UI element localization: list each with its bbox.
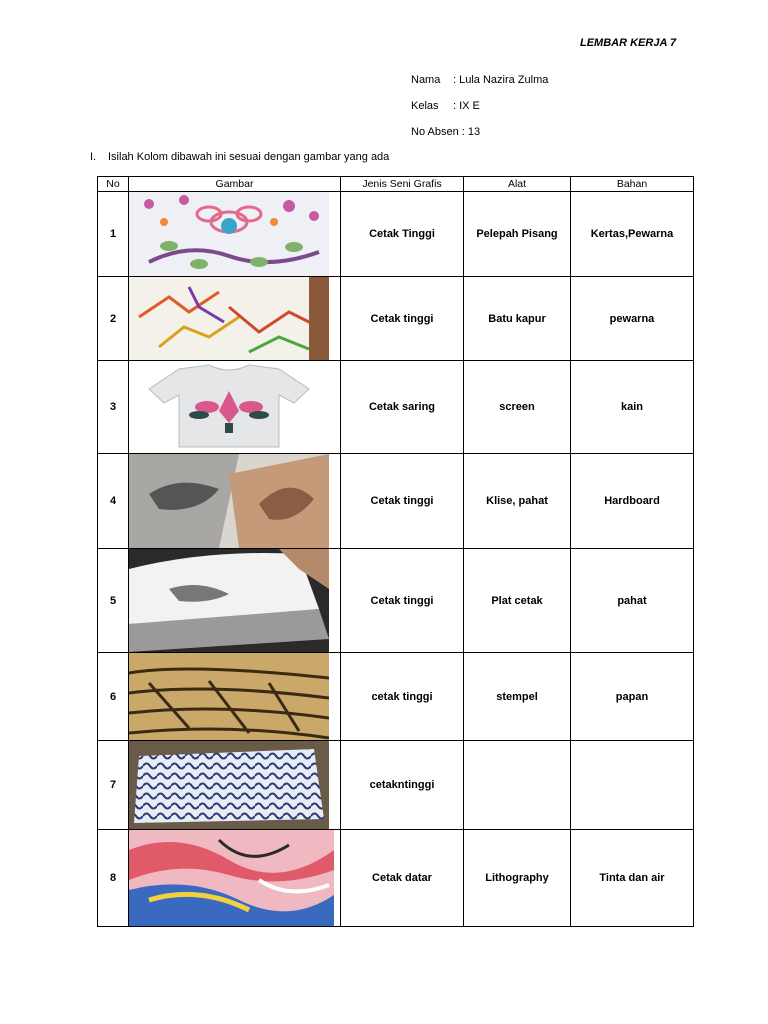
header-bahan: Bahan [571,177,694,192]
row-no: 6 [98,653,129,741]
row-image [129,454,341,549]
absen-label: No Absen [411,126,459,138]
marbling-art-image [129,830,334,926]
row-no: 5 [98,549,129,653]
row-alat: stempel [464,653,571,741]
worksheet-table [97,176,694,927]
floral-print-image [129,192,329,276]
instruction-number: I. [90,151,97,163]
worksheet-title: LEMBAR KERJA 7 [580,37,677,49]
student-absen-line [411,126,480,138]
row-bahan: pewarna [571,277,694,361]
table-row [98,454,694,549]
instruction-text: Isilah Kolom dibawah ini sesuai dengan gambar yang ada [108,151,390,163]
row-bahan: kain [571,361,694,454]
table-row [98,361,694,454]
row-jenis: cetak tinggi [341,653,464,741]
row-alat [464,741,571,830]
row-no: 4 [98,454,129,549]
name-value: : Lula Nazira Zulma [453,74,549,86]
row-jenis: Cetak tinggi [341,454,464,549]
row-image [129,192,341,277]
row-no: 2 [98,277,129,361]
student-class-line [411,100,480,112]
row-alat: Lithography [464,830,571,927]
lithograph-stone-image [129,549,329,652]
table-row [98,277,694,361]
row-image [129,361,341,454]
class-value: : IX E [453,100,480,112]
row-image [129,549,341,653]
student-name-line [411,74,548,86]
header-no: No [98,177,129,192]
row-bahan [571,741,694,830]
row-bahan: Hardboard [571,454,694,549]
row-no: 3 [98,361,129,454]
woodcut-boats-image [129,653,329,740]
table-row [98,653,694,741]
name-label: Nama [411,74,441,86]
table-row [98,830,694,927]
row-alat: Batu kapur [464,277,571,361]
table-row [98,192,694,277]
row-jenis: Cetak Tinggi [341,192,464,277]
row-image [129,830,341,927]
row-bahan: Kertas,Pewarna [571,192,694,277]
row-jenis: Cetak datar [341,830,464,927]
table-header-row [98,177,694,192]
row-image [129,653,341,741]
row-jenis: Cetak tinggi [341,549,464,653]
engraving-prints-image [129,454,329,548]
row-alat: Pelepah Pisang [464,192,571,277]
row-bahan: papan [571,653,694,741]
row-no: 8 [98,830,129,927]
table-row [98,549,694,653]
row-bahan: Tinta dan air [571,830,694,927]
row-alat: Klise, pahat [464,454,571,549]
row-no: 1 [98,192,129,277]
class-label: Kelas [411,100,439,112]
header-alat: Alat [464,177,571,192]
row-image [129,741,341,830]
instruction [90,151,389,163]
header-jenis: Jenis Seni Grafis [341,177,464,192]
row-jenis: cetakntinggi [341,741,464,830]
row-alat: Plat cetak [464,549,571,653]
row-jenis: Cetak saring [341,361,464,454]
absen-value: : 13 [461,126,481,138]
row-jenis: Cetak tinggi [341,277,464,361]
header-gambar: Gambar [129,177,341,192]
row-image [129,277,341,361]
row-no: 7 [98,741,129,830]
row-alat: screen [464,361,571,454]
screen-printed-pattern-image [129,741,329,829]
table-row [98,741,694,830]
color-splash-image [129,277,329,360]
printed-tshirt-image [129,361,329,453]
row-bahan: pahat [571,549,694,653]
